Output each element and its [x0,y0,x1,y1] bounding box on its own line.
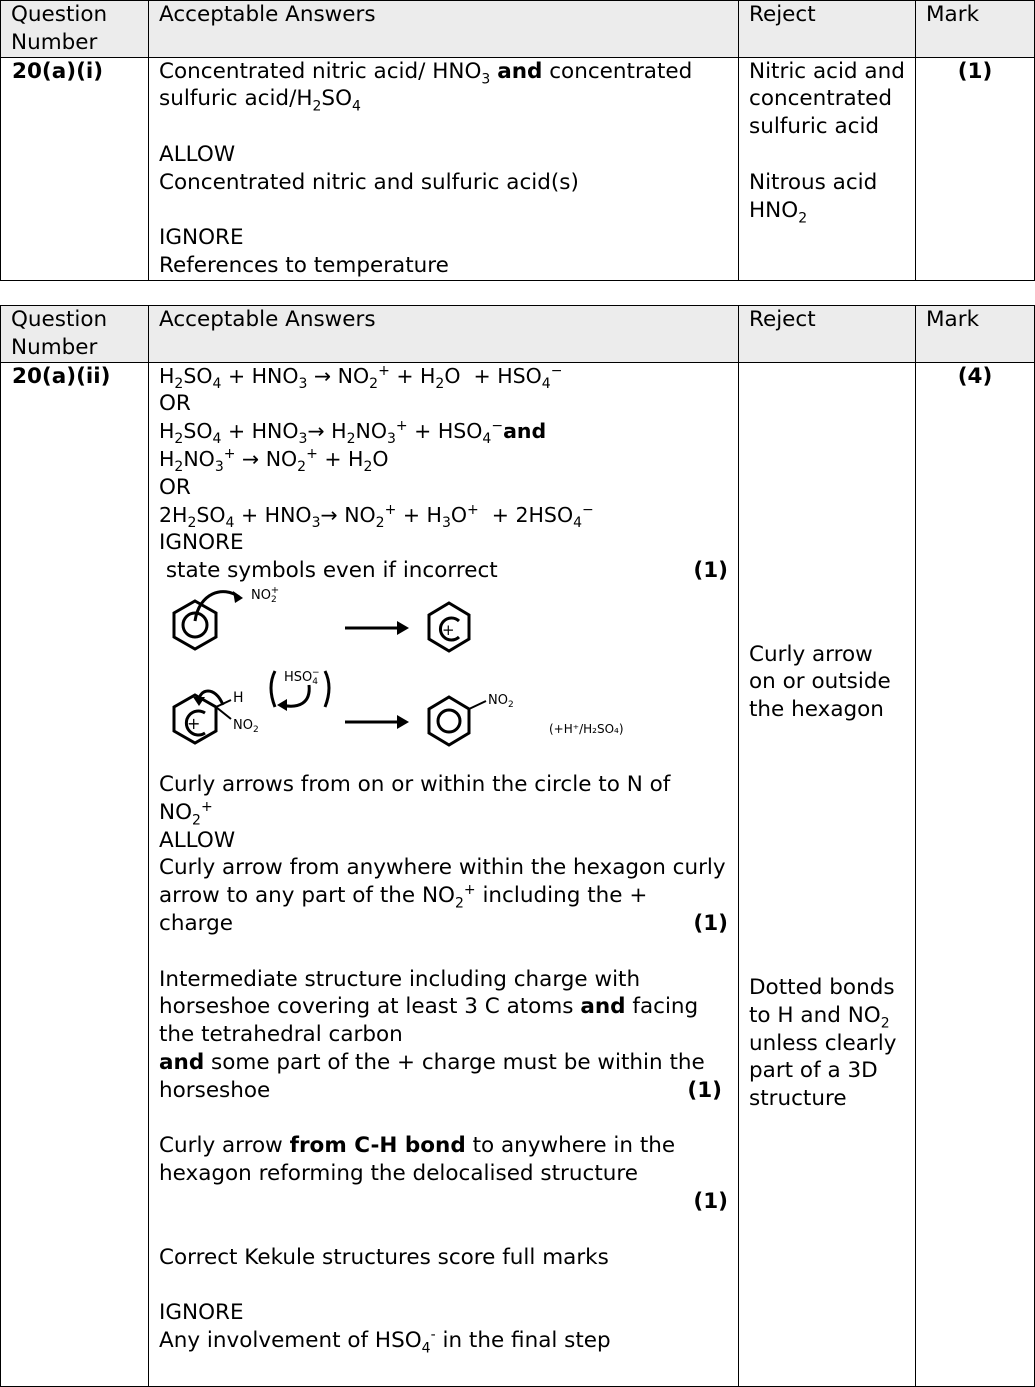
curly-arrow-ch-text: Curly arrow from C-H bond to anywhere in the hexagon reforming the delocalised structure [159,1133,676,1187]
mark-table-20aii [0,305,1035,1387]
allow-label: ALLOW [159,827,236,853]
reject-text-3: $HNO_2$ [749,197,808,226]
no2-label-1: $NO_2$ [233,717,259,735]
mark-table-20ai [0,0,1035,281]
svg-text:+: + [442,620,455,639]
svg-text:+: + [187,713,201,733]
ignore-label-2: IGNORE [159,1300,244,1326]
mark-cell: (1) [916,57,1035,280]
header-mark: Mark [916,1,1035,58]
delocalised-ring-2 [438,710,460,732]
header-acceptable-answers: Acceptable Answers [149,306,739,363]
ignore-hso4-text: Any involvement of $HSO_4^-$ in the final step [159,1326,611,1357]
header-question-number: Question Number [1,306,149,363]
or-1: OR [159,391,191,417]
header-question-number: Question Number [1,1,149,58]
benzene-ring-1 [174,601,216,649]
nitronium-label: $NO_2+$ [251,586,280,605]
allow-label: ALLOW [159,141,236,167]
equation-4: $2H_2SO_4 + HNO_3\to NO_2^+ + H_3O^+ + 2HSO_4^-$ [159,501,594,531]
header-reject: Reject [739,1,916,58]
equation-2: $H_2SO_4 + HNO_3\to H_2NO_3^+ + HSO_4^-and$ [159,418,547,448]
allow-text: Concentrated nitric and sulfuric acid(s) [159,169,579,195]
mechanism-diagram [159,587,729,773]
allow-text: Curly arrow from anywhere within the hexagon curly arrow to any part of the $NO_2^+$ including the + charge (1) [159,855,728,936]
equation-1: $H_2SO_4 + HNO_3 \to NO_2^+ + H_2O + HSO_4^-$ [159,362,563,392]
header-acceptable-answers: Acceptable Answers [149,1,739,58]
curly-arrows-text: Curly arrows from on or within the circle to N of $NO_2^+$ [159,771,671,829]
nitrobenzene-ring [429,697,469,745]
hso4-label: $HSO_4-$ [284,667,320,687]
points-4: (1) [693,1188,728,1214]
question-number-cell: 20(a)(i) [1,57,149,280]
no2-label-2: $NO_2$ [488,692,514,710]
h-label: H [233,689,244,706]
reject-text-2: Nitrous acid [749,169,878,195]
acceptable-answers-cell [149,362,739,1386]
side-product-label: (+H⁺/H₂SO₄) [549,721,624,736]
answer-main: Concentrated nitric acid/ $HNO_3$ and concentrated sulfuric acid/$H_2SO_4$ [159,58,693,115]
intermediate-text: Intermediate structure including charge with horseshoe covering at least 3 C atoms and facing the tetrahedral carbon and some part of the + charge must be within the horseshoe (1) [159,966,722,1103]
ignore-label: IGNORE [159,225,244,251]
header-reject: Reject [739,306,916,363]
reject-curly-arrow: Curly arrow on or outside the hexagon [749,641,891,723]
reject-cell [739,57,916,280]
equation-3: $H_2NO_3^+ \to NO_2^+ + H_2O$ [159,446,389,476]
reject-cell [739,362,916,1386]
or-2: OR [159,474,191,500]
mark-cell: (4) [916,362,1035,1386]
reject-dotted-bonds: Dotted bonds to H and $NO_2$ unless clearly part of a 3D structure [749,974,897,1112]
ignore-text: References to temperature [159,253,449,279]
reject-text-1: Nitric acid and concentrated sulfuric acid [749,58,905,140]
header-mark: Mark [916,306,1035,363]
ignore-label-1: IGNORE [159,530,244,556]
state-symbols-line: state symbols even if incorrect (1) [165,558,728,584]
kekule-text: Correct Kekule structures score full marks [159,1244,609,1270]
question-number-cell: 20(a)(ii) [1,362,149,1386]
acceptable-answers-cell [149,57,739,280]
